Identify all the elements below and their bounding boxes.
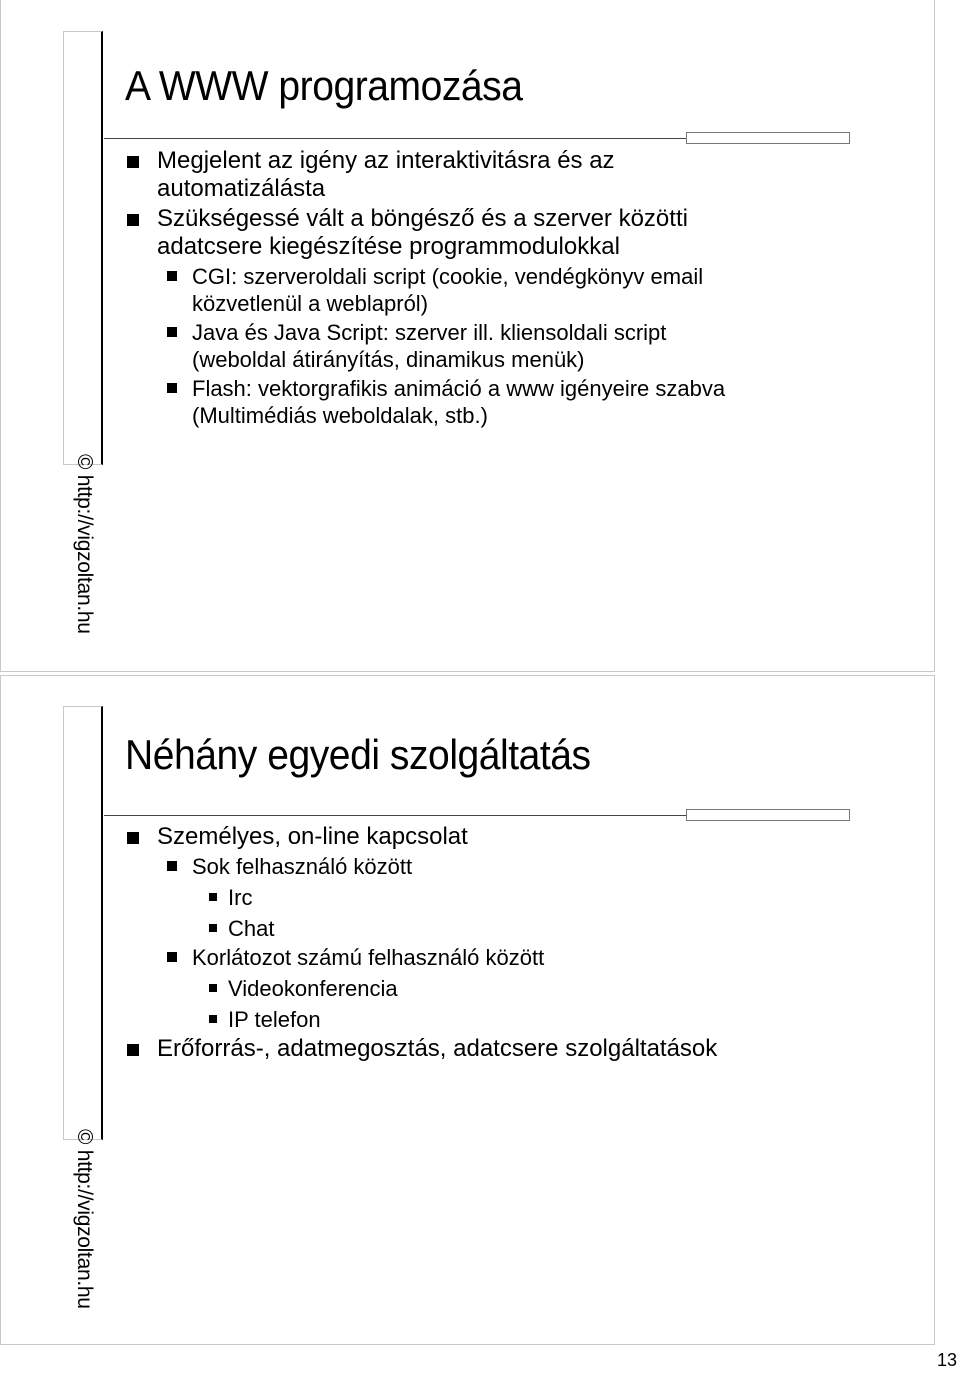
bullet-list — [125, 145, 845, 429]
list-item-text: IP telefon — [228, 1007, 321, 1032]
slide-2 — [0, 675, 935, 1345]
slide-title: A WWW programozása — [125, 62, 523, 109]
list-item — [125, 975, 845, 1002]
list-item-text: (weboldal átirányítás, dinamikus menük) — [192, 347, 585, 372]
square-bullet-icon — [127, 156, 139, 168]
list-item — [125, 319, 845, 373]
list-item — [125, 915, 845, 942]
list-item — [125, 853, 845, 880]
list-item-text: Korlátozot számú felhasználó között — [192, 945, 545, 970]
list-item — [125, 823, 845, 851]
copyright-strip — [63, 706, 103, 1309]
list-item-text: közvetlenül a weblapról) — [192, 291, 429, 316]
page-number: 13 — [937, 1350, 958, 1370]
list-item-text: Chat — [228, 916, 275, 941]
slide-title: Néhány egyedi szolgáltatás — [125, 731, 591, 778]
list-item-text: Erőforrás-, adatmegosztás, adatcsere szolgáltatások — [157, 1035, 718, 1062]
square-bullet-icon — [127, 214, 139, 226]
square-bullet-icon — [167, 952, 177, 962]
list-item — [125, 884, 845, 911]
list-item — [125, 205, 845, 261]
list-item — [125, 944, 845, 971]
list-item-text: Irc — [228, 885, 253, 910]
title-divider — [104, 138, 686, 139]
square-bullet-icon — [167, 327, 177, 337]
square-bullet-icon — [167, 383, 177, 393]
list-item-text: (Multimédiás weboldalak, stb.) — [192, 403, 488, 428]
square-bullet-icon — [167, 861, 177, 871]
list-item-text: adatcsere kiegészítése programmodulokkal — [157, 233, 620, 260]
list-item — [125, 147, 845, 203]
list-item-text: Személyes, on-line kapcsolat — [157, 823, 468, 850]
list-item-text: Sok felhasználó között — [192, 854, 413, 879]
square-bullet-icon — [167, 271, 177, 281]
title-divider — [104, 815, 686, 816]
square-bullet-icon — [209, 893, 217, 901]
copyright-strip — [63, 31, 103, 634]
list-item — [125, 263, 845, 317]
list-item-text: CGI: szerveroldali script (cookie, vendégkönyv email — [192, 264, 704, 289]
copyright-text: © http://vigzoltan.hu — [73, 1129, 96, 1309]
slide-1 — [0, 0, 935, 672]
square-bullet-icon — [209, 984, 217, 992]
list-item-text: Videokonferencia — [228, 976, 398, 1001]
list-item-text: Megjelent az igény az interaktivitásra és az — [157, 147, 615, 174]
square-bullet-icon — [209, 924, 217, 932]
square-bullet-icon — [127, 832, 139, 844]
bullet-list — [125, 821, 845, 1063]
list-item-text: Java és Java Script: szerver ill. kliensoldali script — [192, 320, 667, 345]
list-item — [125, 1035, 845, 1063]
square-bullet-icon — [127, 1044, 139, 1056]
list-item — [125, 375, 845, 429]
list-item-text: Szükségessé vált a böngésző és a szerver közötti — [157, 205, 688, 232]
list-item-text: Flash: vektorgrafikis animáció a www igényeire szabva — [192, 376, 726, 401]
list-item-text: automatizálásta — [157, 175, 326, 202]
title-divider-box — [686, 132, 850, 144]
copyright-text: © http://vigzoltan.hu — [73, 454, 96, 634]
title-divider-box — [686, 809, 850, 821]
list-item — [125, 1006, 845, 1033]
square-bullet-icon — [209, 1015, 217, 1023]
